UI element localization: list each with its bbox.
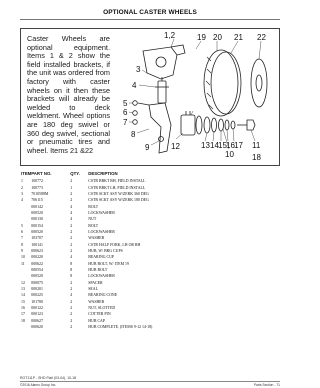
header-qty: QTY. [70,170,80,176]
item-number: 15 [21,299,25,304]
part-number: 000620 [31,325,43,330]
quantity: 2 [70,299,73,304]
item-number: 7 [21,236,23,241]
callout-9: 9 [145,143,150,152]
part-number: 7010588M [31,191,49,196]
quantity: 2 [70,287,73,292]
callout-8: 8 [131,130,136,139]
description: WASHER [88,299,105,304]
description: CSTR SCKT ASY W/ZERK 180 DEG [88,198,149,203]
callout-17: 17 [234,141,243,150]
description: NUT, SLOTTED [88,306,116,311]
quantity: 2 [70,325,73,330]
item-number: 17 [21,312,25,317]
quantity: 2 [70,236,73,241]
quantity: 2 [70,198,73,203]
quantity: 8 [70,261,73,266]
item-number: 18 [21,318,25,323]
description: CSTR HALF FORK, LH OR RH [88,242,141,247]
callout-16: 16 [226,141,235,150]
description: WASHER [88,236,105,241]
item-number: 6 [21,229,23,234]
callout-6: 6 [123,108,128,117]
quantity: 4 [70,210,73,215]
caster-bracket-drawing [143,47,177,79]
quantity: 2 [70,306,73,311]
quantity: 2 [70,318,73,323]
header-part-no: PART NO. [31,170,52,176]
description: HUB COMPLETE, (ITEMS 9-12 14-18) [88,325,153,330]
parts-table-header [20,170,280,178]
item-number: 8 [21,242,23,247]
item-number: 2 [21,185,23,190]
quantity: 4 [70,293,73,298]
item-number [20,324,31,330]
part-number: 000520 [31,274,43,279]
item-number: 11 [21,261,25,266]
callout-13: 13 [201,141,210,150]
hub-drawing [181,115,195,135]
wheel-rim-drawing [251,59,267,107]
description: BOLT [88,223,99,228]
document-code: ROT111P - SHD Flail (03-04), 10-18 [20,376,77,380]
footer-divider [20,381,280,382]
quantity: 2 [70,248,73,253]
quantity: 8 [70,274,73,279]
table-row [20,324,280,330]
part-number: 000623 [31,248,43,253]
callout-22: 22 [257,33,266,42]
part-number: 000225 [31,293,43,298]
quantity: 4 [70,204,73,209]
description: HUB, W/ BRG CUPS [88,248,123,253]
callout-4: 4 [132,81,137,90]
item-number: 5 [21,223,23,228]
part-number: 103707 [31,236,43,241]
description: CSTR SCKT ASY W/ZERK 360 DEG [88,191,149,196]
callout-1-2: 1,2 [164,31,176,40]
part-number: 000622 [31,261,43,266]
quantity: 2 [70,179,73,184]
description: BEARING CUP [88,255,115,260]
quantity: 2 [70,191,73,196]
part-number: 000123 [31,312,43,317]
parts-diagram [20,28,280,166]
part-number: 101780 [31,299,43,304]
item-number: 10 [21,255,25,260]
description: SPACER [88,280,103,285]
callout-14: 14 [210,141,219,150]
callout-7: 7 [123,118,128,127]
callout-10: 10 [225,150,234,159]
page-title: OPTIONAL CASTER WHEELS [103,9,197,16]
header-item: ITEM [21,170,32,176]
item-number: 4 [21,198,23,203]
callout-21: 21 [234,33,243,42]
copyright: ©2016 Alamo Group Inc. [20,383,57,387]
part-number: 000142 [31,204,43,209]
item-number: 14 [21,293,25,298]
part-number: 706115 [31,198,43,203]
part-number: 000075 [31,280,43,285]
description: BEARING CONE [88,293,118,298]
callout-19: 19 [197,33,206,42]
item-number: 1 [21,179,23,184]
item-number: 9 [21,248,23,253]
item-number: 3 [21,191,23,196]
quantity: 8 [70,267,73,272]
description: COTTER PIN [88,312,111,317]
caster-socket-drawing [158,81,166,103]
page-section: Parts Section - 71 [253,383,280,387]
quantity: 4 [70,255,73,260]
parts-table [20,170,280,330]
item-number: 16 [21,306,25,311]
figure-note: Caster Wheels are optional equipment. Items 1 & 2 show the field installed brackets, if the unit was ordered from factory with caster wheels on it then these brackets will already be welded to deck weldment. Wheel options are 180 deg swivel or 360 deg swivel, sectional or pneumatic tires and wheel. Items 21 &22 [27,34,110,155]
description: LOCKWASHER [88,229,115,234]
tire-drawing [204,50,238,116]
header-description: DESCRIPTION [88,170,118,176]
part-number: 100772 [31,179,43,184]
part-number: 000154 [31,223,43,228]
part-number: 000130 [31,217,43,222]
part-number: 000201 [31,287,43,292]
part-number: 000520 [31,210,43,215]
item-number: 13 [21,287,25,292]
title-divider [20,19,280,20]
description: LOCKWASHER [88,210,115,215]
quantity: 2 [70,312,73,317]
description: CSTR BRKT LH, FIELD INSTALL [88,185,146,190]
callout-11: 11 [252,141,261,150]
callout-15: 15 [218,141,227,150]
description: CSTR BRKT RH, FIELD INSTALL [88,179,146,184]
parts-table-body [20,178,280,330]
description: HUB CAP [88,318,106,323]
quantity: 2 [70,242,73,247]
quantity: 2 [70,280,73,285]
caster-fork-drawing [149,103,171,153]
quantity: 2 [70,223,73,228]
item-number: 12 [21,280,25,285]
description: SEAL [88,287,98,292]
callout-3: 3 [136,65,141,74]
caster-wheel-exploded-view [21,29,279,165]
part-number: 000520 [31,229,43,234]
description: NUT [88,217,97,222]
description: LOCKWASHER [88,274,115,279]
callout-12: 12 [171,142,180,151]
part-number: 000627 [31,318,43,323]
part-number: 000220 [31,255,43,260]
quantity: 1 [70,185,73,190]
callout-20: 20 [213,33,222,42]
part-number: 000554 [31,267,43,272]
callout-5: 5 [123,99,128,108]
description: HUB BOLT, W/ ITEM 19 [88,261,129,266]
callout-18: 18 [252,153,261,162]
quantity: 2 [70,229,73,234]
part-number: 000122 [31,306,43,311]
part-number: 100141 [31,242,43,247]
part-number: 100773 [31,185,43,190]
quantity: 4 [70,217,73,222]
description: BOLT [88,204,99,209]
description: HUB BOLT [88,267,108,272]
